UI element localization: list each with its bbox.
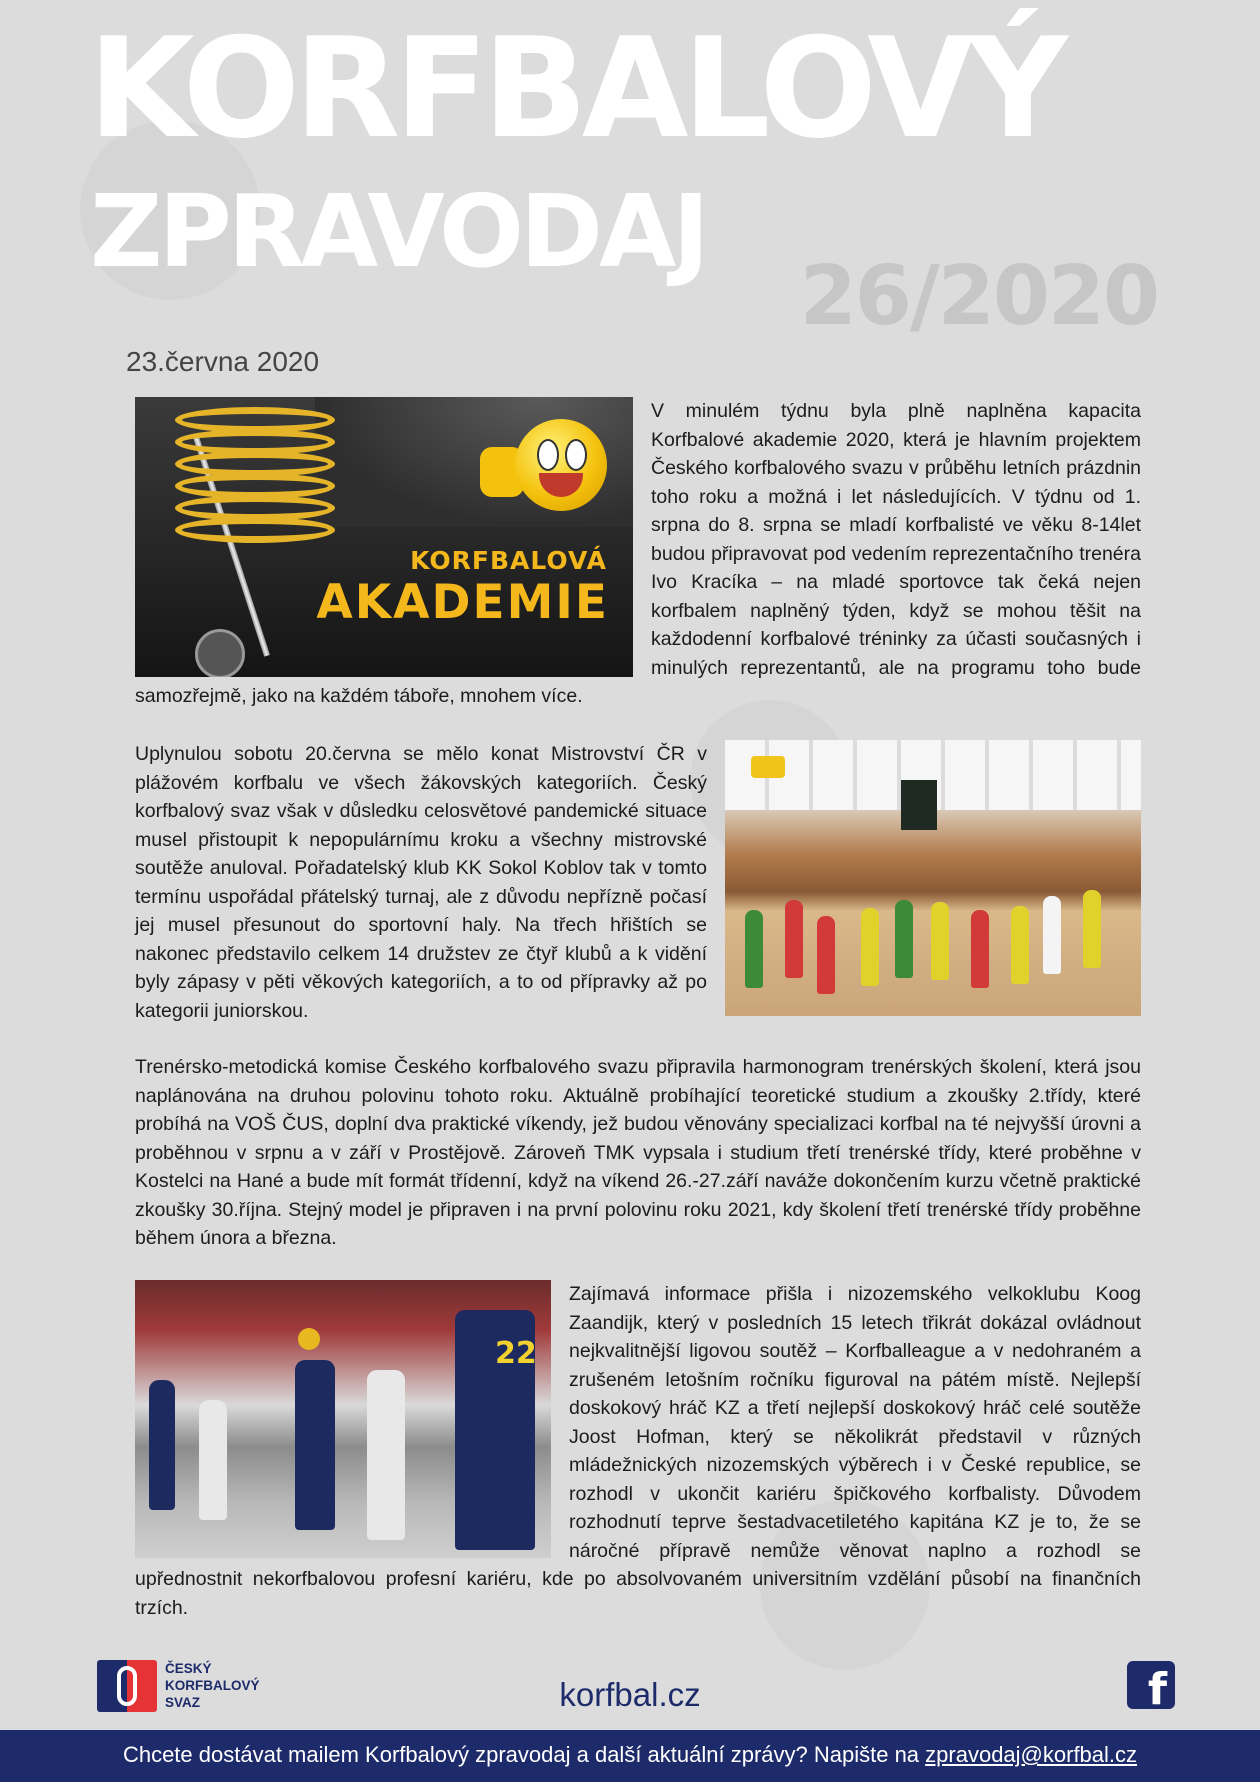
akademie-caption-bottom: AKADEMIE	[316, 575, 609, 630]
email-link[interactable]: zpravodaj@korfbal.cz	[925, 1742, 1138, 1767]
masthead-subtitle: ZPRAVODAJ	[90, 173, 706, 290]
issue-number: 26/2020	[799, 249, 1158, 344]
subscribe-text: Chcete dostávat mailem Korfbalový zpravodaj a další aktuální zprávy? Napište na	[122, 1742, 926, 1767]
ball-icon	[298, 1328, 320, 1350]
website-link[interactable]: korfbal.cz	[559, 1676, 701, 1713]
masthead-title: KORFBALOVÝ	[88, 8, 1062, 169]
article-text: Uplynulou sobotu 20.června se mělo konat Mistrovství ČR v plážovém korfbalu ve všech žákovských kategoriích. Český korfbalový svaz však v důsledku celosvětové pandemické situace musel přistoupit k nepopulárnímu kroku a všechny mistrovské soutěže anuloval. Pořadatelský klub KK Sokol Koblov tak v tomto termínu uspořádal přátelský turnaj, ale z důvodu nepřízně počasí jej musel přesunout do sportovní haly. Na třech hřištích se nakonec představilo celkem 14 družstev ze čtyř klubů a k vidění byly zápasy v pěti věkových kategoriích, a to od přípravky až po kategorii juniorskou.	[135, 743, 707, 1022]
article-akademie	[135, 397, 1141, 711]
article-text: Trenérsko-metodická komise Českého korfbalového svazu připravila harmonogram trenérských školení, která jsou naplánována na druhou polovinu tohoto roku. Aktuálně probíhající teoretické studium a zkoušky 2.třídy, které probíhá na VOŠ ČUS, doplní dva praktické víkendy, jež budou věnovány specializaci korfbal na té nejvyšší úrovni a proběhnou v srpnu a v září v Prostějově. Zároveň TMK vypsala i studium třetí trenérské třídy, které proběhne v Kostelci na Hané a bude mít formát třídenní, když na víkend 26.-27.září naváže dokončením kurzu včetně praktické zkoušky 30.října. Stejný model je připraven i na první polovinu roku 2021, kdy školení třetí trenérské třídy proběhne během února a března.	[135, 1056, 1141, 1249]
akademie-image	[135, 397, 633, 677]
scoreboard	[901, 780, 937, 830]
article-text: Zajímavá informace přišla i nizozemského velkoklubu Koog Zaandijk, který v posledních 15 letech třikrát dokázal ovládnout nejkvalitnější ligovou soutěž – Korfballeague a v nedohraném a zrušeném letošním ročníku figuroval na pátém místě. Nejlepší doskokový hráč KZ a třetí nejlepší doskokový hráč celé soutěže Joost Hofman, který se několikrát představil v různých mládežnických nizozemských výběrech i v České republice, se rozhodl v ukončit kariéru špičkového korfbalisty. Důvodem rozhodnutí teprve šestadvacetiletého kapitána KZ je to, že se náročné přípravě nemůže věnovat naplno a rozhodl se upřednostnit nekorfbalovou profesní kariéru, kde po absolvovaném universitním vzdělání působí na finančních trzích.	[135, 1283, 1141, 1619]
facebook-icon[interactable]: f	[1127, 1661, 1175, 1709]
korfball-basket-icon	[751, 756, 785, 778]
match-photo	[135, 1280, 551, 1558]
smiley-icon	[515, 419, 607, 511]
article-koog-zaandijk	[135, 1280, 1141, 1622]
article-coaching	[135, 1053, 1141, 1253]
subscribe-bar	[0, 1730, 1260, 1782]
korfball-basket-icon	[175, 407, 335, 557]
issue-date: 23.června 2020	[126, 346, 320, 377]
article-beach-korfball	[135, 740, 1141, 1025]
jersey-number: 22	[495, 1336, 537, 1371]
article-text: V minulém týdnu byla plně naplněna kapacita Korfbalové akademie 2020, která je hlavním projektem Českého korfbalového svazu v průběhu letních prázdnin toho roku a možná i let následujících. V týdnu od 1. srpna do 8. srpna se mladí korfbalisté ve věku 8-14let budou připravovat pod vedením reprezentačního trenéra Ivo Kracíka – na mladé sportovce tak čeká nejen korfbalem naplněný týden, když se mohou těšit na každodenní korfbalové tréninky za účasti současných i minulých reprezentantů, ale na programu toho bude samozřejmě, jako na každém táboře, mnohem více.	[135, 400, 1141, 707]
logo-text: ČESKÝ KORFBALOVÝ SVAZ	[165, 1661, 260, 1710]
akademie-caption-top: KORFBALOVÁ	[410, 546, 607, 575]
sports-hall-photo	[725, 740, 1141, 1016]
